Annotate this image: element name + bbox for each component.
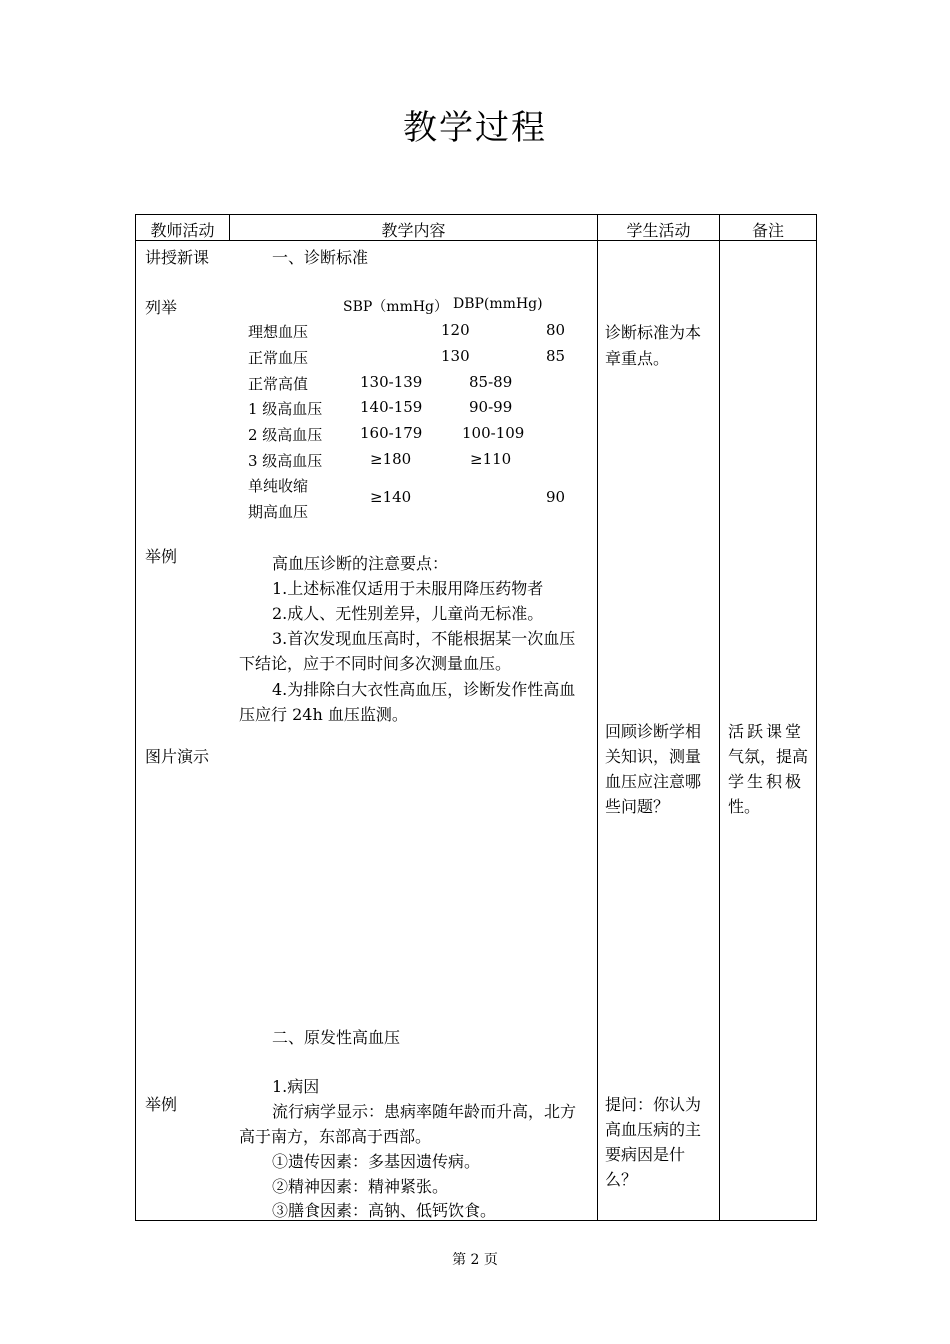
student-activity-line: 章重点。 [605,349,670,368]
bp-row-value: 90 [546,488,566,506]
bp-row-label: 正常高值 [248,375,309,393]
bp-row-label: 单纯收缩 [248,477,309,495]
cause-line: 流行病学显示：患病率随年龄而升高，北方 [272,1102,577,1121]
cause-line: ②精神因素：精神紧张。 [272,1177,449,1196]
section-heading-primary-hypertension: 二、原发性高血压 [272,1028,401,1047]
bp-row-value: 90-99 [469,398,513,416]
student-activity-line: 么？ [605,1170,638,1189]
bp-row-value: 140-159 [360,398,423,416]
bp-row-value: 160-179 [360,424,423,442]
bp-row-value: 130-139 [360,373,423,391]
student-activity-line: 要病因是什 [605,1145,686,1164]
student-activity-line: 提问：你认为 [605,1095,702,1114]
notes-item: 2.成人、无性别差异，儿童尚无标准。 [272,604,544,623]
student-activity-line: 高血压病的主 [605,1120,702,1139]
bp-row-value: 85 [546,347,566,365]
bp-row-label: 期高血压 [248,503,309,521]
cause-line: 高于南方，东部高于西部。 [239,1127,432,1146]
teacher-activity-image-demo: 图片演示 [145,747,210,766]
cause-line: ③膳食因素：高钠、低钙饮食。 [272,1201,497,1220]
bp-row-value: 85-89 [469,373,513,391]
remarks-line: 性。 [728,797,761,816]
remarks-line: 气氛，提高 [728,747,809,766]
bp-row-value: 100-109 [462,424,525,442]
bp-row-value: 130 [441,347,470,365]
bp-row-value: ≥180 [370,450,412,468]
teacher-activity-list: 列举 [145,298,178,317]
teacher-activity-example: 举例 [145,547,178,566]
section-heading-diagnosis: 一、诊断标准 [272,248,369,267]
bp-row-label: 3 级高血压 [248,452,323,470]
notes-item: 压应行 24h 血压监测。 [239,705,408,724]
student-activity-line: 诊断标准为本 [605,323,702,342]
student-activity-line: 血压应注意哪 [605,772,702,791]
header-teacher-activity: 教师活动 [150,221,215,240]
notes-item: 1.上述标准仅适用于未服用降压药物者 [272,579,544,598]
remarks-line: 活跃课堂 [728,722,805,741]
bp-col-dbp: DBP(mmHg) [453,296,543,312]
notes-heading: 高血压诊断的注意要点： [272,554,449,573]
notes-item: 3.首次发现血压高时，不能根据某一次血压 [272,629,576,648]
header-notes: 备注 [751,221,784,240]
bp-col-sbp: SBP（mmHg） [343,299,449,315]
teacher-activity-example-2: 举例 [145,1095,178,1114]
header-teaching-content: 教学内容 [381,221,446,240]
page-number: 第 2 页 [452,1252,498,1268]
bp-row-value: ≥110 [470,450,512,468]
notes-item: 下结论，应于不同时间多次测量血压。 [239,654,512,673]
cause-line: ①遗传因素：多基因遗传病。 [272,1152,481,1171]
student-activity-line: 些问题？ [605,797,670,816]
notes-item: 4.为排除白大衣性高血压，诊断发作性高血 [272,680,576,699]
bp-row-value: ≥140 [370,488,412,506]
student-activity-line: 回顾诊断学相 [605,722,702,741]
bp-row-label: 理想血压 [248,323,309,341]
bp-row-label: 2 级高血压 [248,426,323,444]
remarks-line: 学生积极 [728,772,805,791]
cause-heading: 1.病因 [272,1077,320,1096]
bp-row-value: 120 [441,321,470,339]
bp-row-label: 正常血压 [248,349,309,367]
student-activity-line: 关知识，测量 [605,747,702,766]
header-student-activity: 学生活动 [626,221,691,240]
bp-row-value: 80 [546,321,566,339]
page-title: 教学过程 [403,108,547,148]
bp-row-label: 1 级高血压 [248,400,323,418]
teacher-activity-lecture: 讲授新课 [145,248,210,267]
